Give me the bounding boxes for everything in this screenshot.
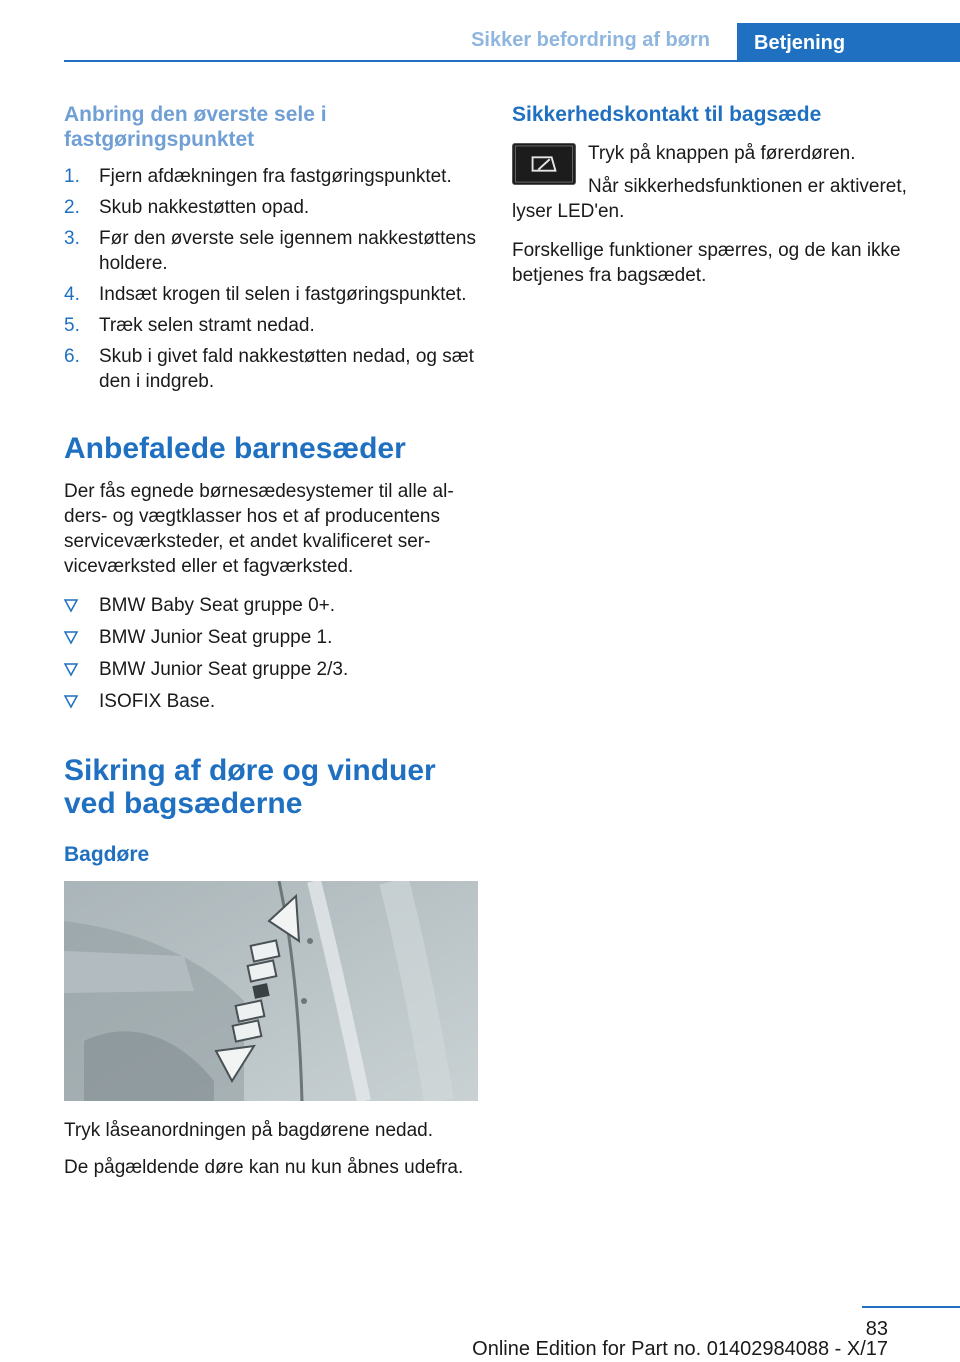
caption-doors-outside-only: De pågældende døre kan nu kun åbnes udefra. bbox=[64, 1157, 464, 1178]
seat-item-text: BMW Baby Seat gruppe 0+. bbox=[99, 595, 336, 616]
step-item bbox=[64, 195, 478, 220]
window-lock-button-icon bbox=[512, 143, 576, 185]
step-number: 3. bbox=[64, 228, 80, 249]
step-text: Skub i givet fald nakkestøtten nedad, og sæt den i indgreb. bbox=[99, 346, 474, 392]
footer-edition: Online Edition for Part no. 01402984088 - X/17 bbox=[472, 1338, 888, 1360]
step-item bbox=[64, 164, 478, 189]
step-item bbox=[64, 282, 478, 307]
step-item bbox=[64, 313, 478, 338]
step-text: Fjern afdækningen fra fastgøringspunktet. bbox=[99, 166, 452, 187]
right-column bbox=[512, 102, 932, 288]
seat-item bbox=[64, 689, 478, 714]
info-functions-blocked: Forskellige funktioner spærres, og de kan ikke betjenes fra bagsædet. bbox=[512, 240, 901, 286]
step-text: Indsæt krogen til selen i fastgøringspunktet. bbox=[99, 284, 467, 305]
step-text: Skub nakkestøtten opad. bbox=[99, 197, 310, 218]
instruction-press-driver-door: Tryk på knappen på førerdøren. bbox=[588, 143, 856, 164]
step-number: 1. bbox=[64, 166, 80, 187]
step-number: 6. bbox=[64, 346, 80, 367]
section-recommended-seats-body: Der fås egnede børnesædesystemer til alle alders- og vægtklasser hos et af producentens serviceværksteder, et andet kvalificeret serviceværksted eller et fagværksted. bbox=[64, 481, 454, 577]
header-tab-betjening[interactable]: Betjening bbox=[737, 23, 960, 61]
step-text: Før den øverste sele igennem nakkestøttens holdere. bbox=[99, 228, 476, 274]
seat-list bbox=[64, 593, 478, 714]
page-number: 83 bbox=[865, 1318, 888, 1340]
rear-door-lock-illustration bbox=[64, 881, 478, 1101]
triangle-bullet-icon bbox=[64, 663, 78, 677]
seat-item bbox=[64, 625, 478, 650]
triangle-bullet-icon bbox=[64, 599, 78, 613]
instruction-led-active: Når sikkerhedsfunktionen er aktiveret, lyser LED'en. bbox=[512, 176, 907, 222]
header-section-title: Sikker befordring af børn bbox=[471, 29, 710, 51]
seat-item bbox=[64, 657, 478, 682]
header-rule bbox=[64, 60, 960, 62]
step-number: 2. bbox=[64, 197, 80, 218]
section-recommended-seats-title: Anbefalede barnesæder bbox=[64, 432, 406, 465]
subheading-rear-doors: Bagdøre bbox=[64, 843, 150, 866]
left-column bbox=[64, 102, 478, 1180]
seat-item-text: BMW Junior Seat gruppe 2/3. bbox=[99, 659, 349, 680]
seat-item bbox=[64, 593, 478, 618]
heading-child-lock-switch: Sikkerhedskontakt til bagsæde bbox=[512, 103, 822, 126]
section-doors-windows-title: Sikring af døre og vinduer ved bagsæderne bbox=[64, 754, 436, 820]
seat-item-text: BMW Junior Seat gruppe 1. bbox=[99, 627, 333, 648]
steps-list bbox=[64, 164, 478, 394]
step-item bbox=[64, 344, 478, 394]
step-number: 5. bbox=[64, 315, 80, 336]
triangle-bullet-icon bbox=[64, 631, 78, 645]
step-text: Træk selen stramt nedad. bbox=[99, 315, 315, 336]
step-item bbox=[64, 226, 478, 276]
footer-rule bbox=[862, 1306, 960, 1308]
step-number: 4. bbox=[64, 284, 80, 305]
seat-item-text: ISOFIX Base. bbox=[99, 691, 216, 712]
caption-press-lock: Tryk låseanordningen på bagdørene nedad. bbox=[64, 1120, 433, 1141]
heading-top-strap: Anbring den øverste sele i fastgøringspunktet bbox=[64, 103, 327, 151]
triangle-bullet-icon bbox=[64, 695, 78, 709]
